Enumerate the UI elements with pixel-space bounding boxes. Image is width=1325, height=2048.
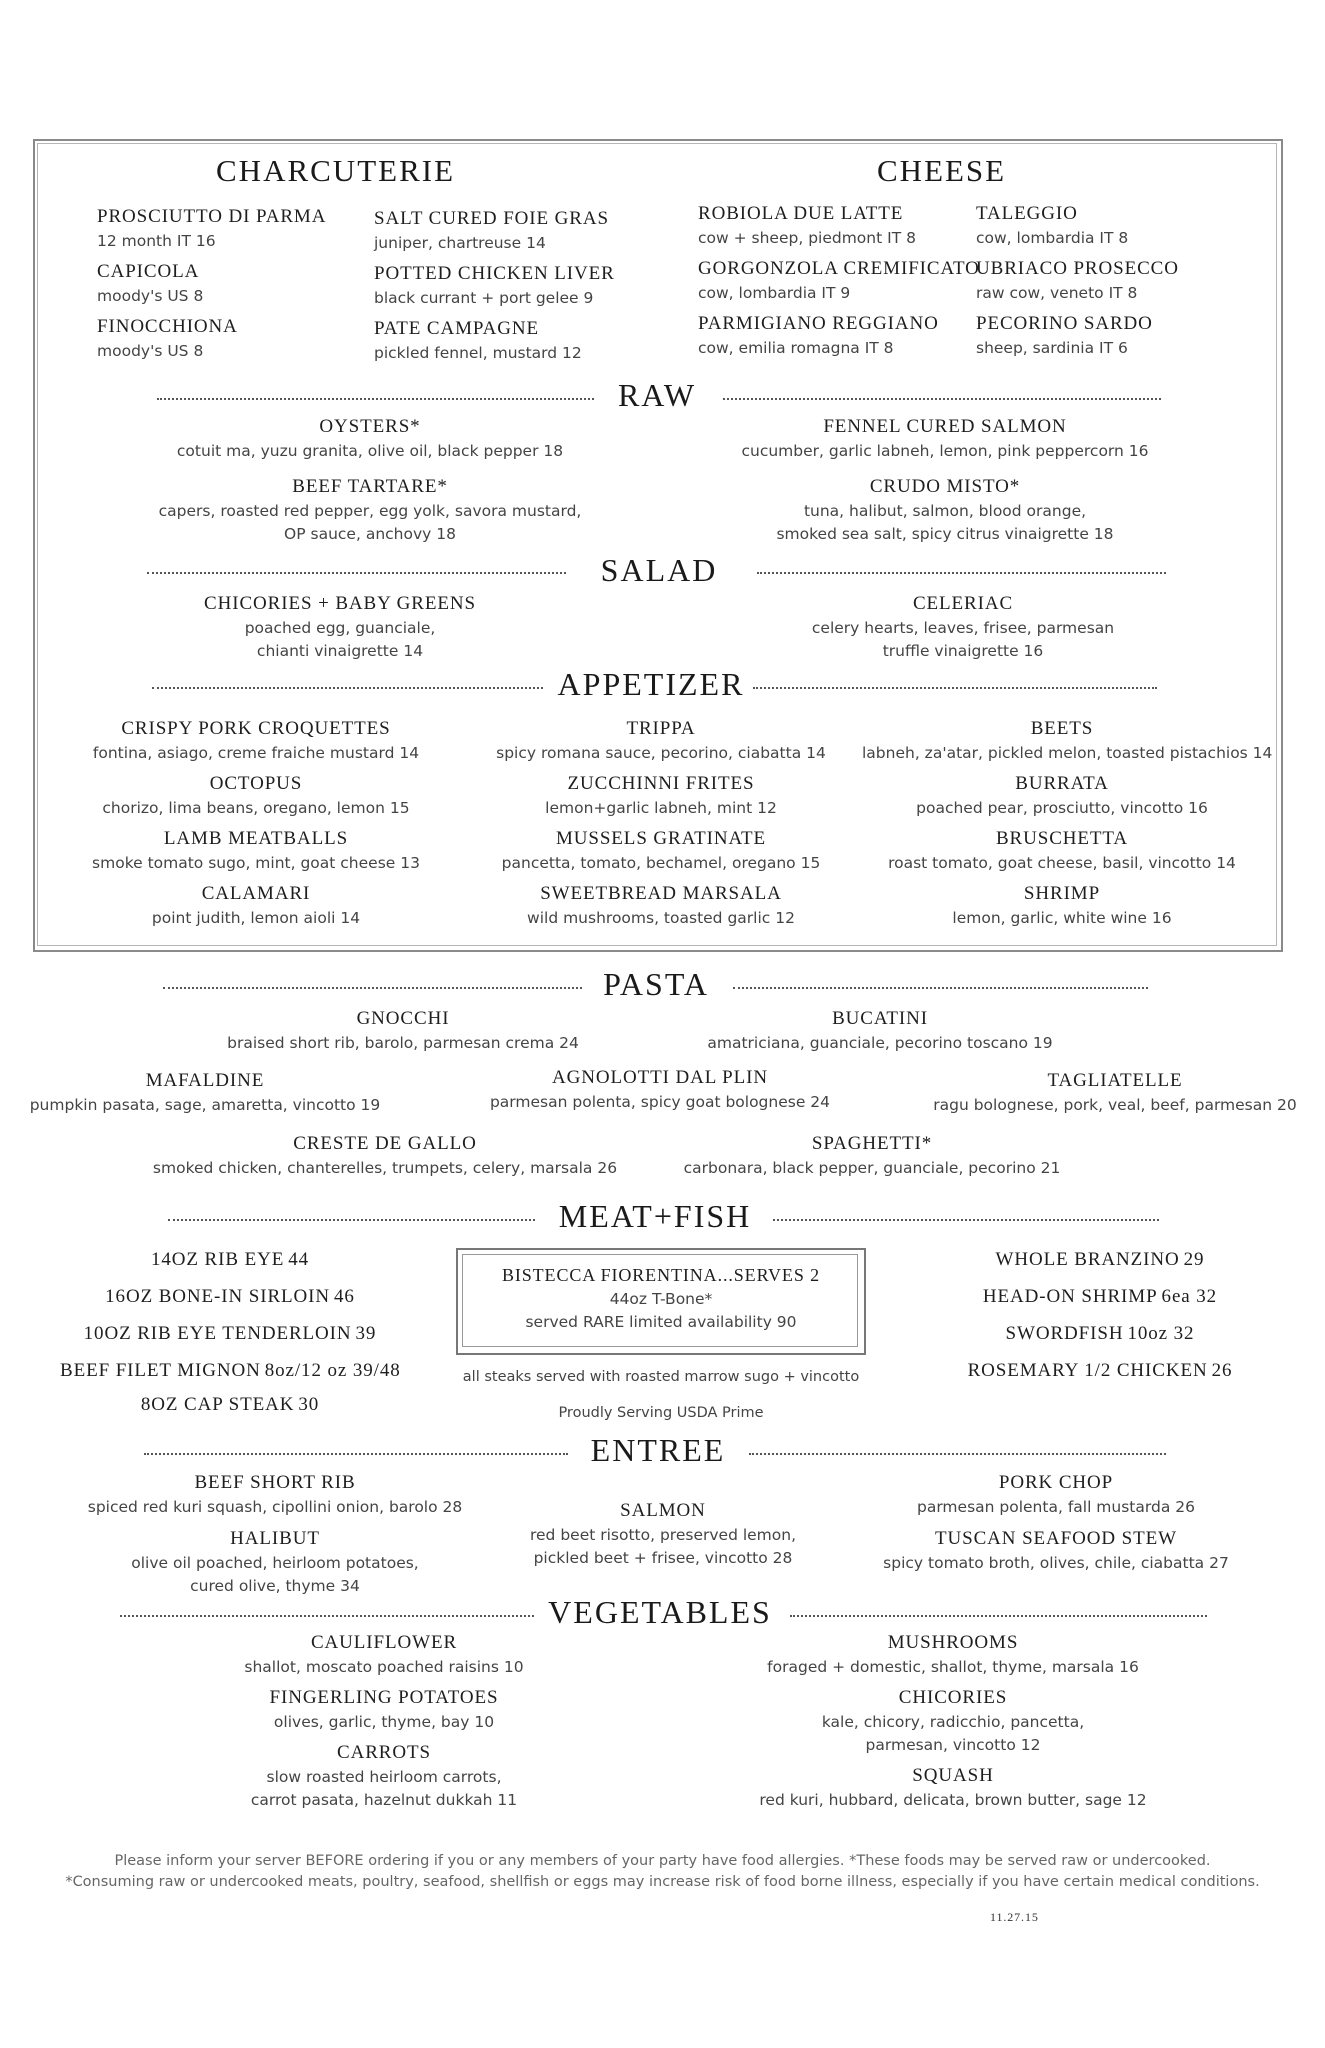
item-desc: chorizo, lima beans, oregano, lemon 15	[102, 799, 410, 817]
item-desc: pickled beet + frisee, vincotto 28	[533, 1549, 793, 1567]
item-desc: kale, chicory, radicchio, pancetta,	[821, 1713, 1085, 1731]
item-name: PARMIGIANO REGGIANO	[698, 313, 939, 334]
menu-item	[150, 1131, 620, 1180]
item-name: AGNOLOTTI DAL PLIN	[551, 1067, 768, 1088]
menu-item	[763, 591, 1163, 663]
fish-item	[930, 1286, 1270, 1308]
item-name: OYSTERS*	[319, 416, 421, 437]
item-desc: olives, garlic, thyme, bay 10	[273, 1713, 495, 1731]
item-desc: labneh, za'atar, pickled melon, toasted pistachios 14	[862, 744, 1273, 762]
menu-item	[76, 771, 436, 820]
menu-item	[976, 201, 1128, 250]
divider	[120, 1615, 534, 1617]
menu-item	[184, 1685, 584, 1734]
menu-item	[856, 1470, 1256, 1519]
menu-item	[97, 204, 326, 253]
feature-item	[456, 1262, 866, 1334]
item-name: ROSEMARY 1/2 CHICKEN	[967, 1360, 1208, 1381]
allergy-notice: Please inform your server BEFORE ordering if you or any members of your party have food allergies. *These foods may be served raw or undercooked.	[114, 1853, 1211, 1869]
item-desc: spicy tomato broth, olives, chile, ciabatta 27	[883, 1554, 1229, 1572]
item-name: GORGONZOLA CREMIFICATO	[698, 258, 980, 279]
item-name: SQUASH	[912, 1765, 994, 1786]
appetizer-title: APPETIZER	[557, 666, 745, 702]
salad-title: SALAD	[600, 552, 718, 588]
item-name: TRIPPA	[626, 718, 696, 739]
item-name: SWORDFISH	[1005, 1323, 1124, 1344]
menu-item	[476, 881, 846, 930]
item-name: CARROTS	[337, 1742, 431, 1763]
menu-item	[862, 881, 1262, 930]
menu-item	[20, 1068, 390, 1117]
item-size: 8oz/12 oz 39/48	[264, 1360, 401, 1381]
vegetables-title: VEGETABLES	[548, 1594, 772, 1630]
steak-note: all steaks served with roasted marrow sugo + vincotto	[462, 1369, 860, 1385]
item-name: TAGLIATELLE	[1047, 1070, 1183, 1091]
divider	[733, 987, 1148, 989]
item-desc: roast tomato, goat cheese, basil, vincotto 14	[888, 854, 1236, 872]
item-size: 10oz 32	[1127, 1323, 1195, 1344]
item-desc: OP sauce, anchovy 18	[284, 525, 456, 543]
menu-item	[698, 311, 939, 360]
item-size: 26	[1211, 1360, 1233, 1381]
item-name: BEEF SHORT RIB	[194, 1472, 356, 1493]
menu-item	[680, 1006, 1080, 1055]
item-name: TALEGGIO	[976, 203, 1078, 224]
item-desc: cucumber, garlic labneh, lemon, pink peppercorn 16	[741, 442, 1149, 460]
menu-item	[862, 771, 1262, 820]
item-desc: cured olive, thyme 34	[190, 1577, 360, 1595]
divider	[749, 1453, 1166, 1455]
item-name: CRISPY PORK CROQUETTES	[121, 718, 391, 739]
feature-line: 44oz T-Bone*	[609, 1290, 713, 1308]
item-desc: lemon+garlic labneh, mint 12	[545, 799, 777, 817]
item-name: FENNEL CURED SALMON	[823, 416, 1067, 437]
item-desc: smoked chicken, chanterelles, trumpets, celery, marsala 26	[152, 1159, 618, 1177]
menu-item	[862, 826, 1262, 875]
item-name: CHICORIES + BABY GREENS	[204, 593, 476, 614]
item-desc: black currant + port gelee 9	[374, 289, 594, 307]
meatfish-title: MEAT+FISH	[558, 1198, 752, 1234]
charcuterie-title: CHARCUTERIE	[216, 153, 455, 188]
item-desc: point judith, lemon aioli 14	[151, 909, 361, 927]
item-name: CAPICOLA	[97, 261, 200, 282]
menu-item	[374, 261, 615, 310]
item-name: FINOCCHIONA	[97, 316, 238, 337]
item-name: GNOCCHI	[356, 1008, 450, 1029]
item-desc: braised short rib, barolo, parmesan crema 24	[227, 1034, 579, 1052]
menu-item	[862, 716, 1273, 765]
item-name: FINGERLING POTATOES	[269, 1687, 499, 1708]
fish-item	[930, 1323, 1270, 1345]
menu-item	[184, 1740, 584, 1812]
item-desc: smoked sea salt, spicy citrus vinaigrette 18	[776, 525, 1114, 543]
item-desc: carbonara, black pepper, guanciale, pecorino 21	[683, 1159, 1061, 1177]
item-name: BRUSCHETTA	[995, 828, 1129, 849]
item-desc: fontina, asiago, creme fraiche mustard 14	[92, 744, 420, 762]
item-name: PROSCIUTTO DI PARMA	[97, 206, 327, 227]
menu-item	[374, 206, 609, 255]
item-name: SWEETBREAD MARSALA	[540, 883, 782, 904]
item-name: HALIBUT	[230, 1528, 320, 1549]
menu-item	[672, 1131, 1072, 1180]
item-name: MUSSELS GRATINATE	[555, 828, 767, 849]
item-name: CRESTE DE GALLO	[293, 1133, 477, 1154]
item-desc: red beet risotto, preserved lemon,	[529, 1526, 797, 1544]
menu-item	[97, 314, 238, 363]
divider	[147, 572, 566, 574]
item-name: PORK CHOP	[998, 1472, 1114, 1493]
item-desc: poached pear, prosciutto, vincotto 16	[916, 799, 1208, 817]
menu-item	[476, 826, 846, 875]
item-name: 10OZ RIB EYE TENDERLOIN	[83, 1323, 352, 1344]
item-desc: juniper, chartreuse 14	[374, 234, 546, 252]
divider	[790, 1615, 1207, 1617]
feature-name: BISTECCA FIORENTINA...SERVES 2	[501, 1265, 821, 1285]
item-desc: moody's US 8	[97, 287, 204, 305]
menu-item	[976, 256, 1179, 305]
steak-item	[60, 1323, 400, 1345]
item-desc: parmesan polenta, spicy goat bolognese 24	[489, 1093, 831, 1111]
menu-item	[75, 1526, 475, 1598]
item-desc: cow, lombardia IT 8	[976, 229, 1129, 247]
menu-item	[856, 1526, 1256, 1575]
item-name: BURRATA	[1015, 773, 1109, 794]
menu-item	[915, 1068, 1315, 1117]
item-desc: amatriciana, guanciale, pecorino toscano 19	[707, 1034, 1053, 1052]
item-name: CHICORIES	[898, 1687, 1008, 1708]
menu-item	[753, 1630, 1153, 1679]
cheese-title: CHEESE	[877, 153, 1007, 188]
divider	[753, 687, 1157, 689]
menu-item	[753, 1685, 1153, 1757]
fish-item	[930, 1360, 1270, 1382]
divider	[163, 987, 582, 989]
item-name: CALAMARI	[201, 883, 311, 904]
menu-item	[76, 881, 436, 930]
menu-item	[720, 414, 1170, 463]
item-name: 8OZ CAP STEAK	[140, 1394, 295, 1415]
item-size: 29	[1183, 1249, 1205, 1270]
item-desc: shallot, moscato poached raisins 10	[244, 1658, 524, 1676]
divider	[773, 1219, 1159, 1221]
item-name: MAFALDINE	[145, 1070, 265, 1091]
menu-item	[170, 414, 570, 463]
menu-date: 11.27.15	[990, 1910, 1039, 1924]
menu-item	[476, 716, 846, 765]
divider	[757, 572, 1166, 574]
menu-item	[698, 201, 916, 250]
item-desc: smoke tomato sugo, mint, goat cheese 13	[92, 854, 420, 872]
item-name: PECORINO SARDO	[976, 313, 1153, 334]
menu-item	[140, 591, 540, 663]
item-desc: moody's US 8	[97, 342, 204, 360]
usda-note: Proudly Serving USDA Prime	[558, 1405, 764, 1421]
steak-item	[60, 1249, 400, 1271]
divider	[157, 398, 594, 400]
item-size: 44	[288, 1249, 310, 1270]
menu-item	[75, 1470, 475, 1519]
pasta-title: PASTA	[603, 966, 709, 1002]
menu-item	[76, 716, 436, 765]
menu-item	[150, 474, 590, 546]
steak-item	[60, 1394, 400, 1416]
menu-item	[720, 474, 1170, 546]
menu-item	[460, 1065, 860, 1114]
item-desc: cotuit ma, yuzu granita, olive oil, black pepper 18	[176, 442, 564, 460]
item-desc: olive oil poached, heirloom potatoes,	[131, 1554, 419, 1572]
item-desc: spicy romana sauce, pecorino, ciabatta 14	[496, 744, 826, 762]
menu-item	[698, 256, 980, 305]
menu-item	[203, 1006, 603, 1055]
fish-item	[930, 1249, 1270, 1271]
menu-item	[374, 316, 582, 365]
item-desc: spiced red kuri squash, cipollini onion, barolo 28	[87, 1498, 463, 1516]
item-name: UBRIACO PROSECCO	[976, 258, 1179, 279]
item-desc: slow roasted heirloom carrots,	[266, 1768, 502, 1786]
item-name: LAMB MEATBALLS	[163, 828, 349, 849]
item-desc: lemon, garlic, white wine 16	[952, 909, 1172, 927]
item-desc: cow + sheep, piedmont IT 8	[698, 229, 916, 247]
item-desc: poached egg, guanciale,	[244, 619, 436, 637]
item-desc: carrot pasata, hazelnut dukkah 11	[250, 1791, 518, 1809]
entree-title: ENTREE	[590, 1432, 726, 1468]
item-name: CRUDO MISTO*	[869, 476, 1021, 497]
menu-item	[976, 311, 1153, 360]
feature-line: served RARE limited availability 90	[525, 1313, 797, 1331]
menu-item	[97, 259, 203, 308]
menu-item	[753, 1763, 1153, 1812]
item-name: 16OZ BONE-IN SIRLOIN	[105, 1286, 331, 1307]
item-desc: raw cow, veneto IT 8	[976, 284, 1138, 302]
item-desc: cow, lombardia IT 9	[698, 284, 851, 302]
item-size: 39	[355, 1323, 377, 1344]
item-name: BEEF TARTARE*	[292, 476, 448, 497]
item-desc: truffle vinaigrette 16	[882, 642, 1044, 660]
raw-title: RAW	[617, 377, 697, 413]
item-name: SALT CURED FOIE GRAS	[374, 208, 609, 229]
item-name: BUCATINI	[832, 1008, 928, 1029]
item-name: HEAD-ON SHRIMP	[982, 1286, 1158, 1307]
item-desc: foraged + domestic, shallot, thyme, marsala 16	[767, 1658, 1139, 1676]
raw-food-warning: *Consuming raw or undercooked meats, poultry, seafood, shellfish or eggs may increase risk of food borne illness, especially if you have certain medical conditions.	[65, 1874, 1260, 1890]
item-name: SHRIMP	[1023, 883, 1101, 904]
item-size: 30	[298, 1394, 320, 1415]
item-desc: 12 month IT 16	[97, 232, 216, 250]
item-desc: ragu bolognese, pork, veal, beef, parmesan 20	[933, 1096, 1297, 1114]
item-name: BEETS	[1030, 718, 1094, 739]
item-desc: pickled fennel, mustard 12	[374, 344, 582, 362]
item-name: OCTOPUS	[209, 773, 303, 794]
menu-item	[463, 1498, 863, 1570]
item-desc: sheep, sardinia IT 6	[976, 339, 1128, 357]
steak-item	[60, 1360, 400, 1382]
item-size: 46	[334, 1286, 355, 1307]
item-desc: pumpkin pasata, sage, amaretta, vincotto 19	[29, 1096, 381, 1114]
item-name: MUSHROOMS	[887, 1632, 1019, 1653]
item-desc: chianti vinaigrette 14	[256, 642, 424, 660]
menu-item	[76, 826, 436, 875]
item-name: CELERIAC	[912, 593, 1014, 614]
item-desc: wild mushrooms, toasted garlic 12	[527, 909, 795, 927]
item-desc: cow, emilia romagna IT 8	[698, 339, 894, 357]
divider	[144, 1453, 568, 1455]
item-name: SPAGHETTI*	[811, 1133, 933, 1154]
item-name: CAULIFLOWER	[310, 1632, 458, 1653]
item-desc: tuna, halibut, salmon, blood orange,	[803, 502, 1087, 520]
item-size: 6ea 32	[1161, 1286, 1218, 1307]
divider	[152, 687, 543, 689]
item-name: WHOLE BRANZINO	[995, 1249, 1180, 1270]
divider	[168, 1219, 535, 1221]
divider	[723, 398, 1161, 400]
menu-item	[184, 1630, 584, 1679]
item-desc: celery hearts, leaves, frisee, parmesan	[811, 619, 1115, 637]
item-name: 14OZ RIB EYE	[150, 1249, 285, 1270]
item-name: ZUCCHINNI FRITES	[567, 773, 755, 794]
item-name: ROBIOLA DUE LATTE	[698, 203, 904, 224]
item-desc: parmesan polenta, fall mustarda 26	[917, 1498, 1195, 1516]
item-name: BEEF FILET MIGNON	[60, 1360, 261, 1381]
item-name: TUSCAN SEAFOOD STEW	[935, 1528, 1177, 1549]
item-name: POTTED CHICKEN LIVER	[374, 263, 615, 284]
item-name: SALMON	[620, 1500, 706, 1521]
item-desc: parmesan, vincotto 12	[865, 1736, 1041, 1754]
item-desc: capers, roasted red pepper, egg yolk, savora mustard,	[158, 502, 582, 520]
steak-item	[60, 1286, 400, 1308]
item-name: PATE CAMPAGNE	[374, 318, 539, 339]
item-desc: pancetta, tomato, bechamel, oregano 15	[501, 854, 821, 872]
item-desc: red kuri, hubbard, delicata, brown butter, sage 12	[759, 1791, 1147, 1809]
menu-item	[476, 771, 846, 820]
